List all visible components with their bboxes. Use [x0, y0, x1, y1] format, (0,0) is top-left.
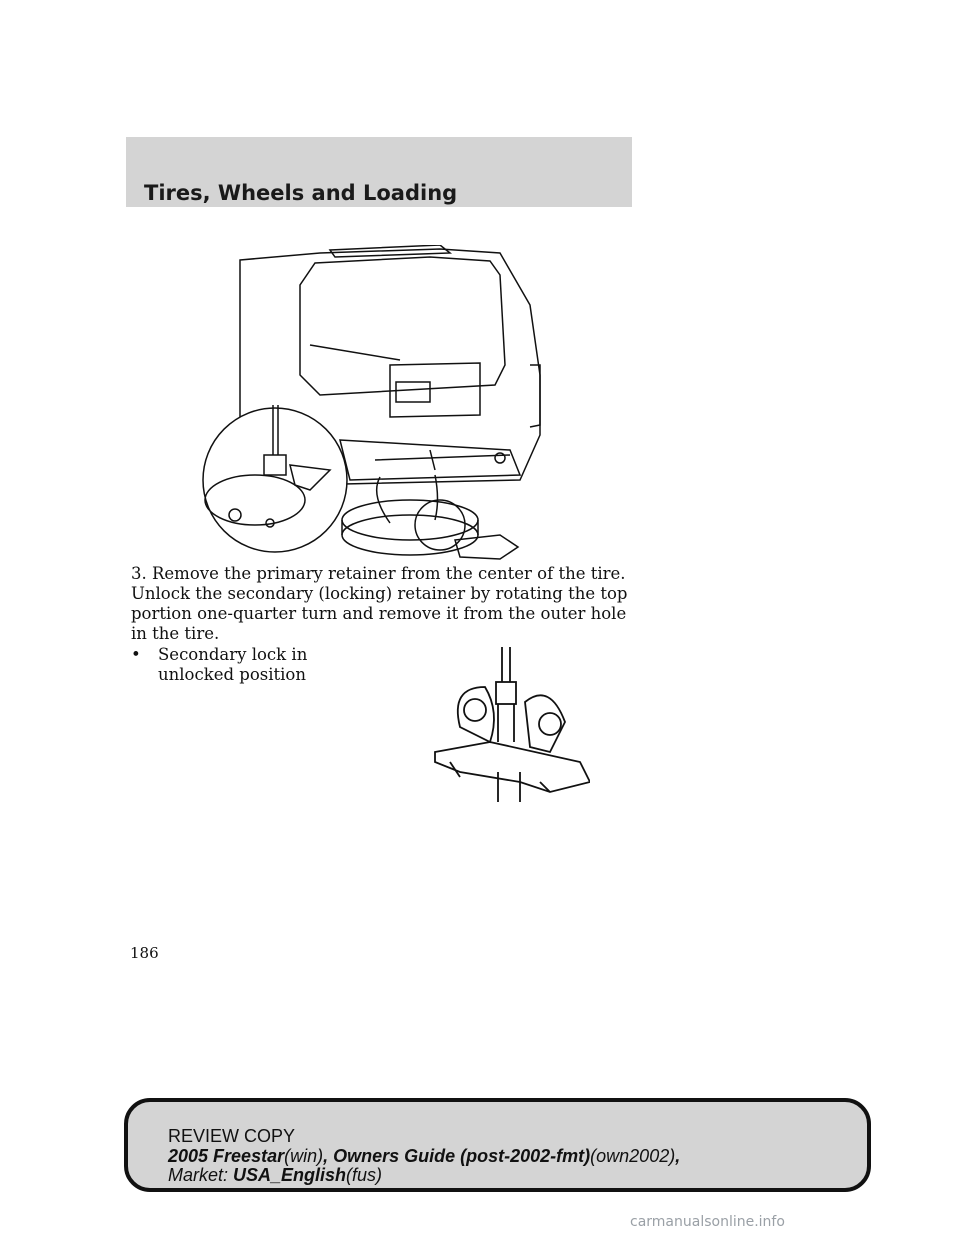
bullet-item [131, 645, 361, 685]
section-title: Tires, Wheels and Loading [144, 181, 458, 205]
footer-review-label: REVIEW COPY [168, 1126, 296, 1146]
spare-tire-removal-illustration [200, 245, 550, 565]
footer-market-line: Market: USA_English(fus) [168, 1165, 383, 1185]
bullet-symbol: • [131, 645, 141, 664]
section-header-band [126, 137, 632, 207]
footer-document-line: 2005 Freestar(win), Owners Guide (post-2002-fmt)(own2002), [168, 1146, 681, 1166]
bullet-text: Secondary lock in unlocked position [158, 645, 308, 684]
review-copy-footer [124, 1098, 871, 1192]
instruction-paragraph: 3. Remove the primary retainer from the center of the tire. Unlock the secondary (locking) retainer by rotating the top portion one-quarter turn and remove it from the outer hole in the tire. [131, 564, 628, 643]
secondary-lock-illustration [430, 642, 590, 802]
page-number: 186 [130, 944, 159, 962]
watermark: carmanualsonline.info [630, 1214, 785, 1230]
